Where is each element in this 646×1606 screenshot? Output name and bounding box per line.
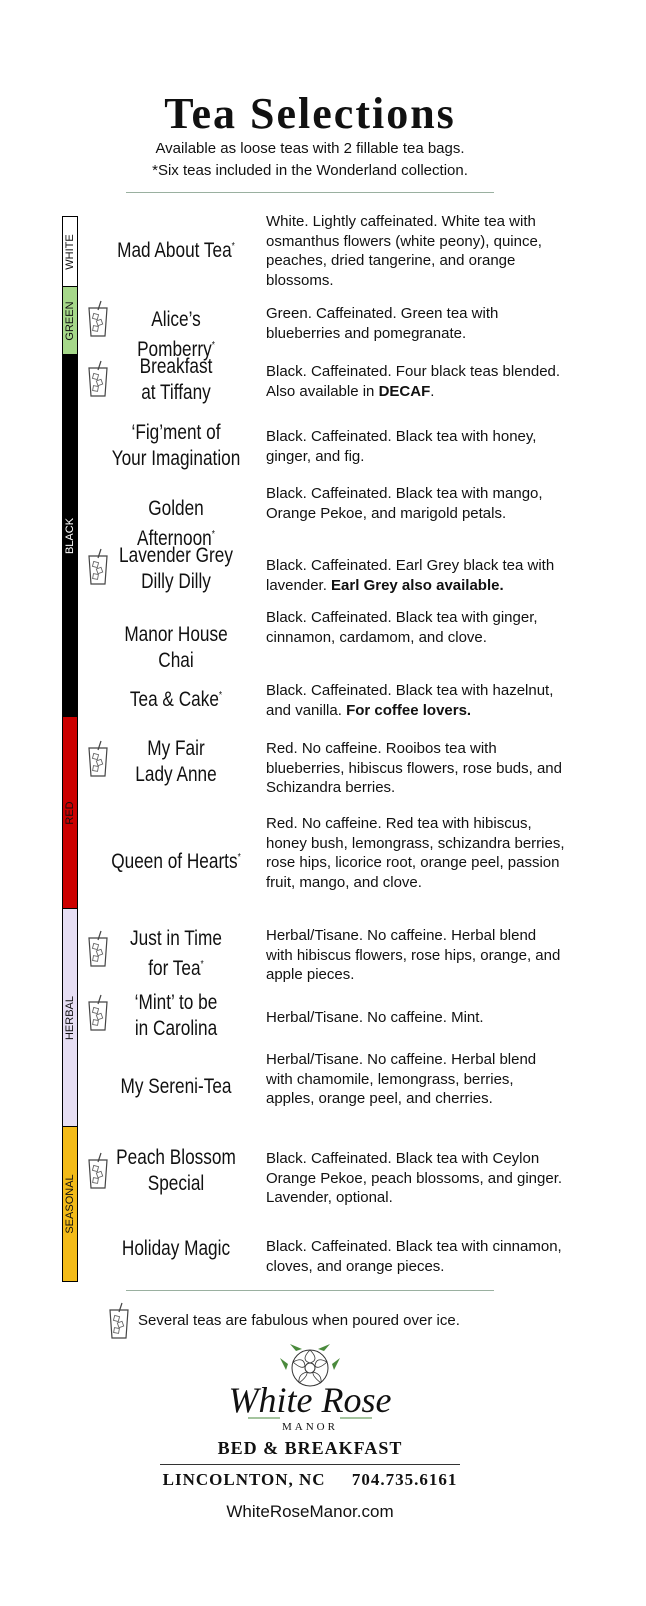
iced-tea-icon — [108, 1302, 130, 1340]
divider-bottom — [126, 1290, 494, 1291]
band-label-herbal: HERBAL — [64, 995, 76, 1041]
band-black — [62, 354, 78, 718]
white-rose-manor-logo — [200, 1340, 420, 1450]
divider-footer — [160, 1464, 460, 1465]
tea-name-alices-pomberry: Alice’s Pomberry* — [137, 308, 215, 361]
iced-tea-icon — [87, 360, 109, 398]
band-seasonal — [62, 1126, 78, 1282]
tea-desc-my-sereni-tea: Herbal/Tisane. No caffeine. Herbal blend with chamomile, lemongrass, berries, apples, orange peel, and cherries. — [266, 1051, 537, 1107]
tea-name-holiday-magic: Holiday Magic — [121, 1237, 231, 1260]
iced-tea-icon — [87, 994, 109, 1032]
tea-desc-manor-house-chai: Black. Caffeinated. Black tea with ginger, cinnamon, cardamom, and clove. — [266, 609, 538, 646]
tea-name-peach-blossom: Peach Blossom Special — [116, 1146, 236, 1195]
tea-desc-tea-and-cake: Black. Caffeinated. Black tea with hazelnut, and vanilla. For coffee lovers. — [266, 682, 554, 719]
tea-name-mint-to-be: ‘Mint’ to be in Carolina — [134, 991, 218, 1040]
band-herbal — [62, 908, 78, 1128]
subtitle-wonderland: *Six teas included in the Wonderland collection. — [152, 162, 468, 179]
band-label-green: GREEN — [64, 301, 76, 341]
tea-desc-peach-blossom: Black. Caffeinated. Black tea with Ceylon Orange Pekoe, peach blossoms, and ginger. Lavender, optional. — [266, 1150, 563, 1206]
band-green — [62, 286, 78, 356]
iced-tea-icon — [87, 740, 109, 778]
tea-name-golden-afternoon: Golden Afternoon* — [137, 497, 215, 550]
ice-note: Several teas are fabulous when poured over ice. — [138, 1312, 460, 1329]
tea-name-lavender-grey: Lavender Grey Dilly Dilly — [119, 544, 233, 593]
page-title: Tea Selections — [164, 89, 456, 138]
iced-tea-icon — [87, 1152, 109, 1190]
tea-name-figment: ‘Fig’ment of Your Imagination — [111, 421, 241, 470]
tea-desc-holiday-magic: Black. Caffeinated. Black tea with cinnamon, cloves, and orange pieces. — [266, 1238, 562, 1275]
location-line: LINCOLNTON, NC 704.735.6161 — [162, 1470, 458, 1489]
tea-desc-golden-afternoon: Black. Caffeinated. Black tea with mango, Orange Pekoe, and marigold petals. — [266, 485, 543, 522]
tea-name-tea-and-cake: Tea & Cake* — [129, 688, 223, 711]
tea-name-mad-about-tea: Mad About Tea* — [117, 239, 235, 262]
band-label-red: RED — [64, 801, 76, 825]
divider-top — [126, 192, 494, 193]
tea-name-my-sereni-tea: My Sereni-Tea — [120, 1075, 232, 1098]
band-white — [62, 216, 78, 288]
bed-and-breakfast: BED & BREAKFAST — [217, 1438, 403, 1458]
tea-desc-queen-of-hearts: Red. No caffeine. Red tea with hibiscus, honey bush, lemongrass, schizandra berries, rose hips, licorice root, orange peel, passion fruit, mango, and clove. — [266, 815, 565, 891]
band-label-black: BLACK — [64, 517, 76, 555]
tea-desc-alices-pomberry: Green. Caffeinated. Green tea with blueberries and pomegranate. — [266, 305, 499, 342]
band-label-seasonal: SEASONAL — [64, 1174, 76, 1234]
iced-tea-icon — [87, 300, 109, 338]
tea-desc-my-fair-lady-anne: Red. No caffeine. Rooibos tea with blueberries, hibiscus flowers, rose buds, and Schizandra berries. — [266, 740, 562, 796]
tea-name-breakfast-at-tiffany: Breakfast at Tiffany — [139, 355, 213, 404]
tea-name-my-fair-lady-anne: My Fair Lady Anne — [135, 737, 217, 786]
tea-name-manor-house-chai: Manor House Chai — [124, 623, 228, 672]
website-link[interactable]: WhiteRoseManor.com — [226, 1502, 394, 1521]
tea-desc-breakfast-at-tiffany: Black. Caffeinated. Four black teas blended. Also available in DECAF. — [266, 363, 561, 400]
logo-script-text: White Rose — [228, 1380, 392, 1420]
tea-name-queen-of-hearts: Queen of Hearts* — [111, 850, 241, 873]
tea-desc-lavender-grey: Black. Caffeinated. Earl Grey black tea with lavender. Earl Grey also available. — [266, 557, 555, 594]
iced-tea-icon — [87, 930, 109, 968]
iced-tea-icon — [87, 548, 109, 586]
tea-name-just-in-time: Just in Time for Tea* — [130, 927, 222, 980]
tea-desc-just-in-time: Herbal/Tisane. No caffeine. Herbal blend with hibiscus flowers, rose hips, orange, and apple pieces. — [266, 927, 561, 983]
tea-desc-mad-about-tea: White. Lightly caffeinated. White tea with osmanthus flowers (white peony), quince, peaches, dried tangerine, and orange blossoms. — [266, 213, 542, 289]
tea-desc-figment: Black. Caffeinated. Black tea with honey, ginger, and fig. — [266, 428, 537, 465]
band-label-white: WHITE — [64, 234, 76, 270]
tea-desc-mint-to-be: Herbal/Tisane. No caffeine. Mint. — [266, 1009, 484, 1026]
logo-manor-text: MANOR — [282, 1421, 338, 1433]
band-red — [62, 716, 78, 910]
subtitle-loose: Available as loose teas with 2 fillable tea bags. — [155, 140, 465, 157]
